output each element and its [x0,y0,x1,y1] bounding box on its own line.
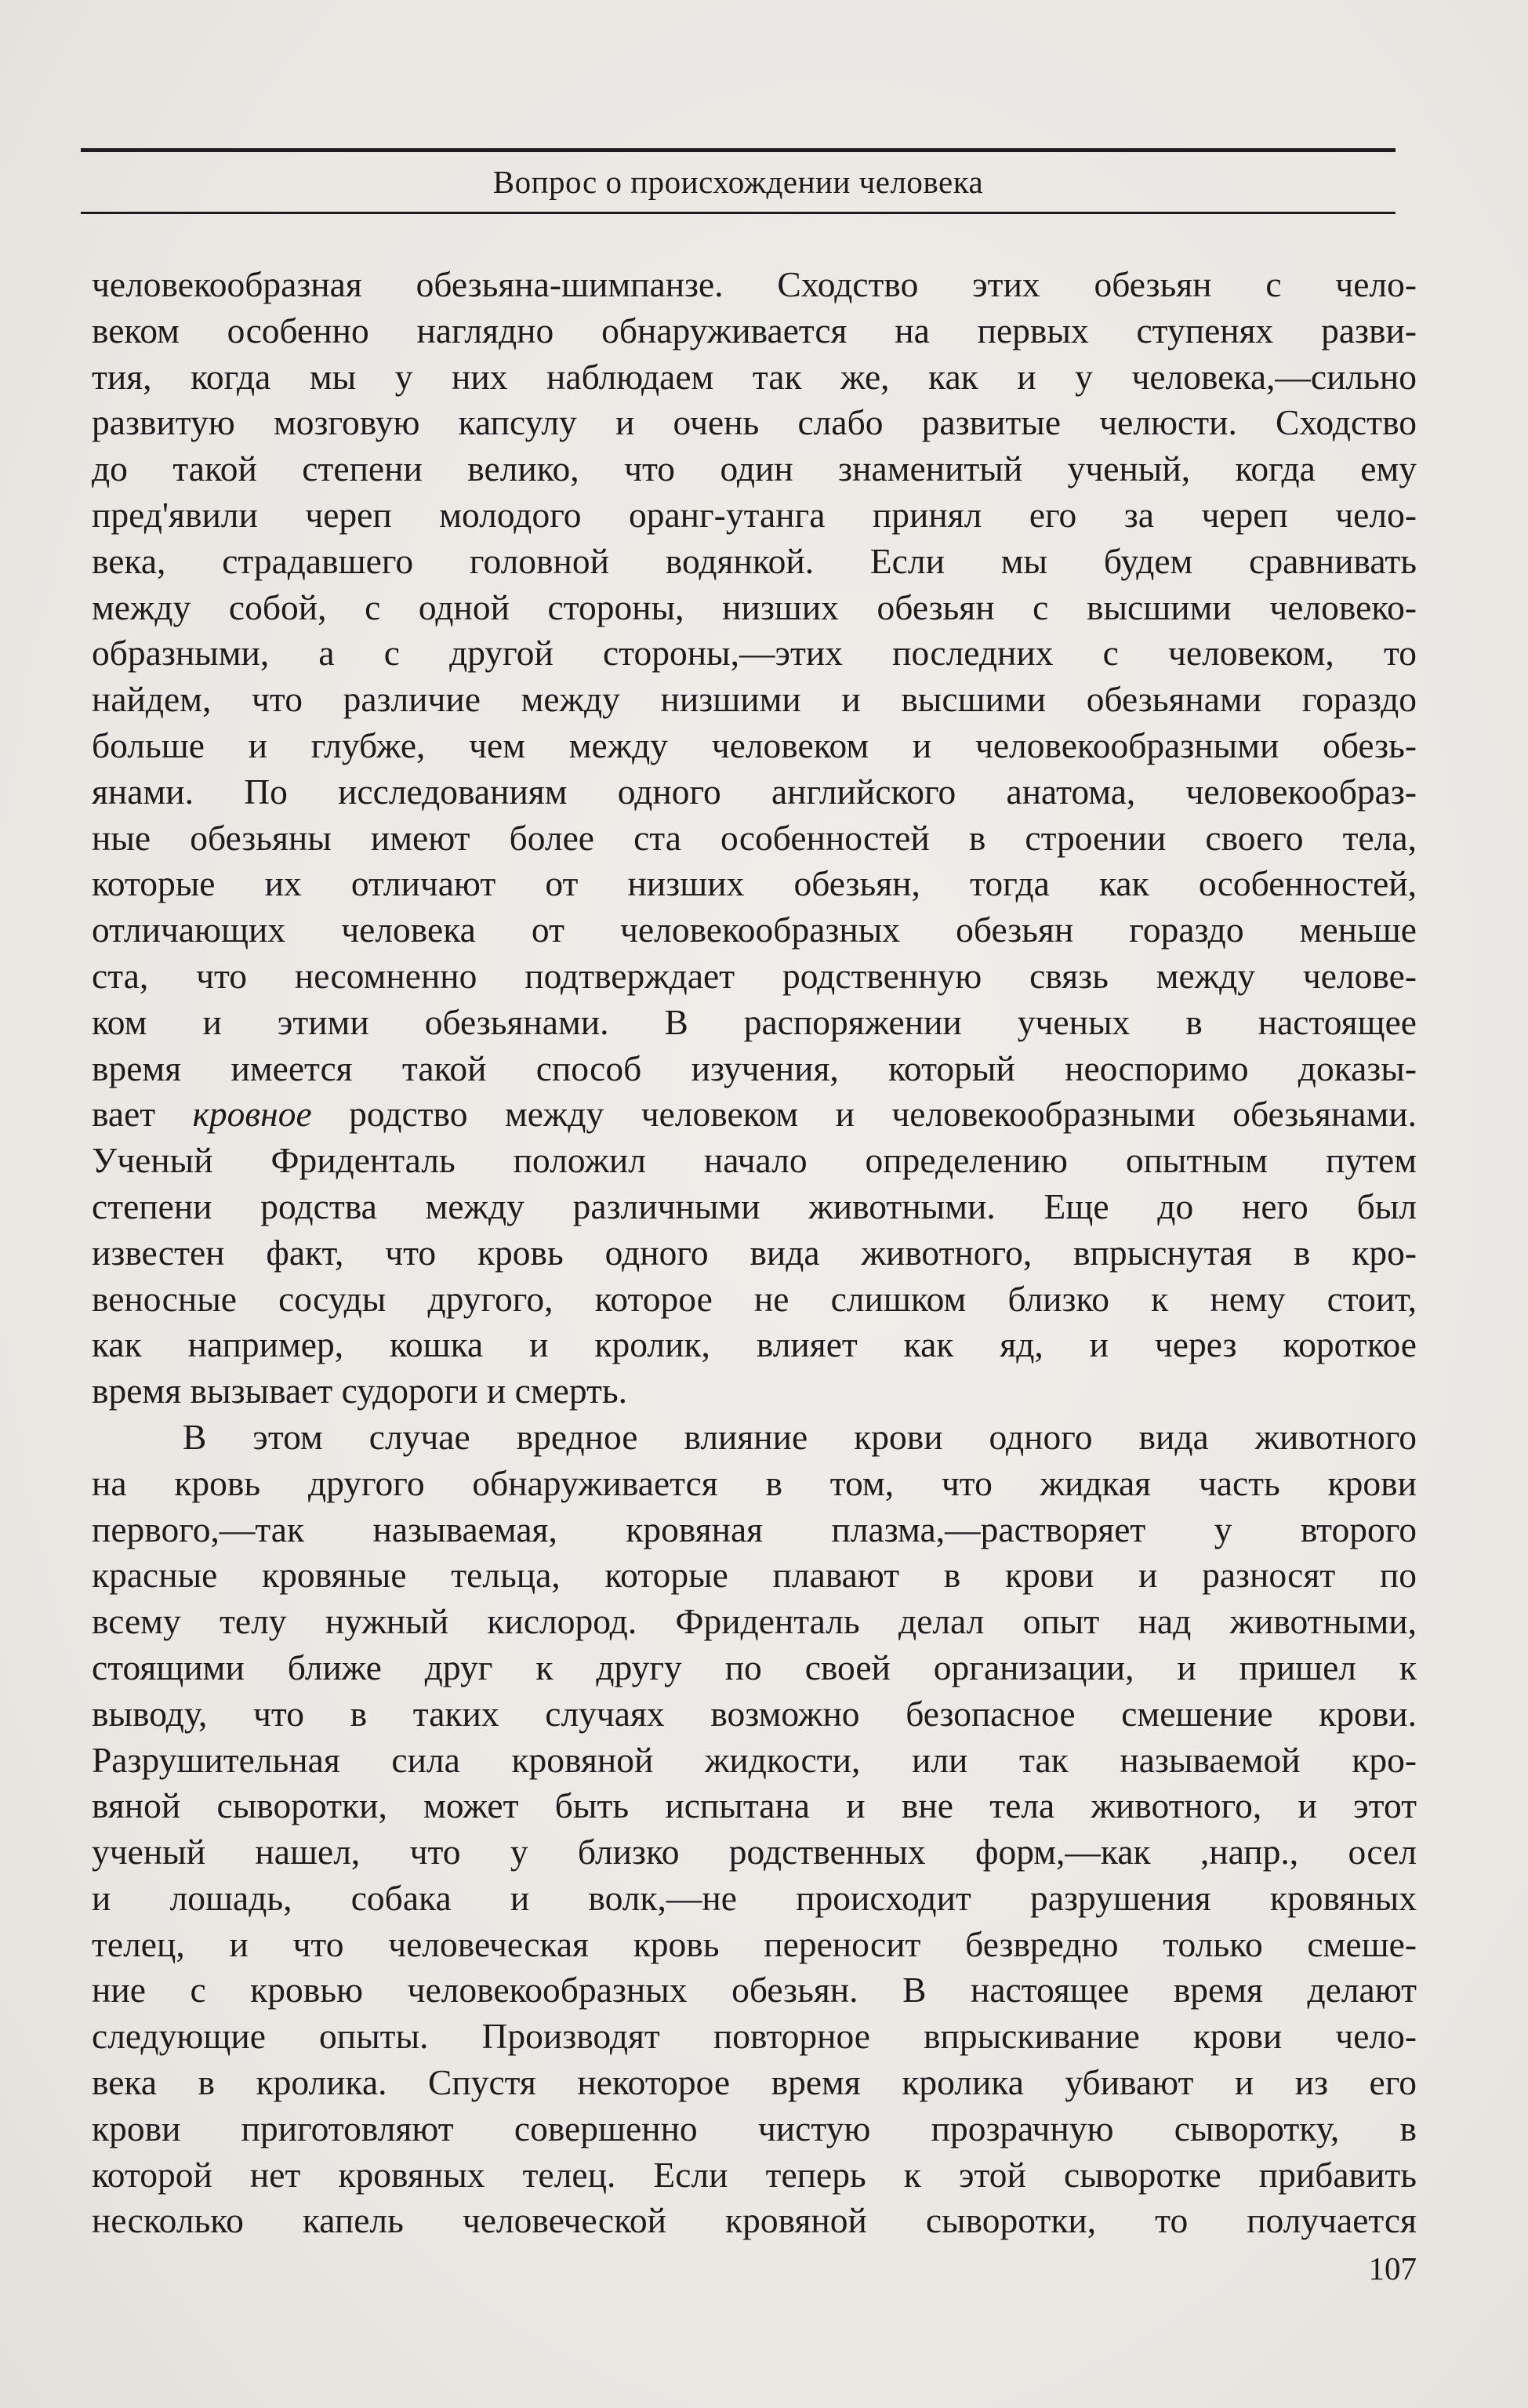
text-segment: родство между человеком и человекообразными обезьянами. [311,1094,1417,1135]
paragraph-first-line: В этом случае вредное влияние крови одного вида животного [183,1416,1417,1457]
text-line: Ученый Фриденталь положил начало определению опытным путем [92,1140,1417,1181]
text-line: ком и этими обезьянами. В распоряжении ученых в настоящее [92,1001,1417,1042]
text-segment: вает [92,1094,193,1135]
text-line: до такой степени велико, что один знаменитый ученый, когда ему [92,449,1417,489]
text-line: образными, а с другой стороны,—этих последних с человеком, то [92,633,1417,674]
text-line: стоящими ближе друг к другу по своей организации, и пришел к [92,1647,1417,1687]
text-line: развитую мозговую капсулу и очень слабо развитые челюсти. Сходство [92,402,1417,443]
text-line: время имеется такой способ изучения, который неоспоримо доказы- [92,1048,1417,1088]
text-line: вяной сыворотки, может быть испытана и вне тела животного, и этот [92,1785,1417,1826]
text-line: веком особенно наглядно обнаруживается на первых ступенях разви- [92,310,1417,350]
text-line: которой нет кровяных телец. Если теперь к этой сыворотке прибавить [92,2154,1417,2195]
text-line: ные обезьяны имеют более ста особенностей в строении своего тела, [92,817,1417,858]
text-line: всему телу нужный кислород. Фриденталь делал опыт над животными, [92,1601,1417,1642]
text-line: Разрушительная сила кровяной жидкости, или так называемой кро- [92,1739,1417,1780]
text-line: выводу, что в таких случаях возможно безопасное смешение крови. [92,1693,1417,1734]
body-text [92,262,1417,2244]
text-line: первого,—так называемая, кровяная плазма,—растворяет у второго [92,1509,1417,1549]
text-line: которые их отличают от низших обезьян, тогда как особенностей, [92,863,1417,904]
running-head: Вопрос о происхождении человека [492,164,984,200]
text-line: века в кролика. Спустя некоторое время кролика убивают и из его [92,2062,1417,2103]
text-line: тия, когда мы у них наблюдаем так же, как и у человека,—сильно [92,356,1417,397]
text-line: пред'явили череп молодого оранг-утанга принял его за череп чело- [92,494,1417,535]
text-line: как например, кошка и кролик, влияет как яд, и через короткое [92,1324,1417,1365]
text-line: известен факт, что кровь одного вида животного, впрыснутая в кро- [92,1232,1417,1273]
text-line: красные кровяные тельца, которые плавают в крови и разносят по [92,1555,1417,1596]
text-line: ученый нашел, что у близко родственных форм,—как ,напр., осел [92,1832,1417,1872]
text-line: веносные сосуды другого, которое не слишком близко к нему стоит, [92,1278,1417,1319]
text-line: найдем, что различие между низшими и высшими обезьянами гораздо [92,679,1417,720]
header-rule-bottom [81,212,1396,214]
text-line: ста, что несомненно подтверждает родственную связь между челове- [92,955,1417,996]
text-line: и лошадь, собака и волк,—не происходит разрушения кровяных [92,1877,1417,1918]
text-line: отличающих человека от человекообразных обезьян гораздо меньше [92,910,1417,950]
text-line-last: время вызывает судороги и смерть. [92,1371,627,1411]
text-line: телец, и что человеческая кровь переносит безвредно только смеше- [92,1923,1417,1964]
text-line: между собой, с одной стороны, низших обезьян с высшими человеко- [92,587,1417,627]
page-number: 107 [1368,2250,1417,2286]
text-line: несколько капель человеческой кровяной сыворотки, то получается [92,2200,1417,2241]
text-line: следующие опыты. Производят повторное впрыскивание крови чело- [92,2016,1417,2057]
text-line: крови приготовляют совершенно чистую прозрачную сыворотку, в [92,2108,1417,2148]
text-line: степени родства между различными животными. Еще до него был [92,1186,1417,1226]
text-line: ние с кровью человекообразных обезьян. В настоящее время делают [92,1970,1417,2010]
italic-word: кровное [192,1094,312,1135]
text-line: янами. По исследованиям одного английского анатома, человекообраз- [92,771,1417,812]
text-line: на кровь другого обнаруживается в том, что жидкая часть крови [92,1462,1417,1503]
header-rule-top [81,148,1396,152]
text-line-with-italic [92,1091,1417,1138]
text-line: больше и глубже, чем между человеком и человекообразными обезь- [92,725,1417,765]
text-line: человекообразная обезьяна-шимпанзе. Сходство этих обезьян с чело- [92,264,1417,304]
text-line: века, страдавшего головной водянкой. Если мы будем сравнивать [92,540,1417,581]
